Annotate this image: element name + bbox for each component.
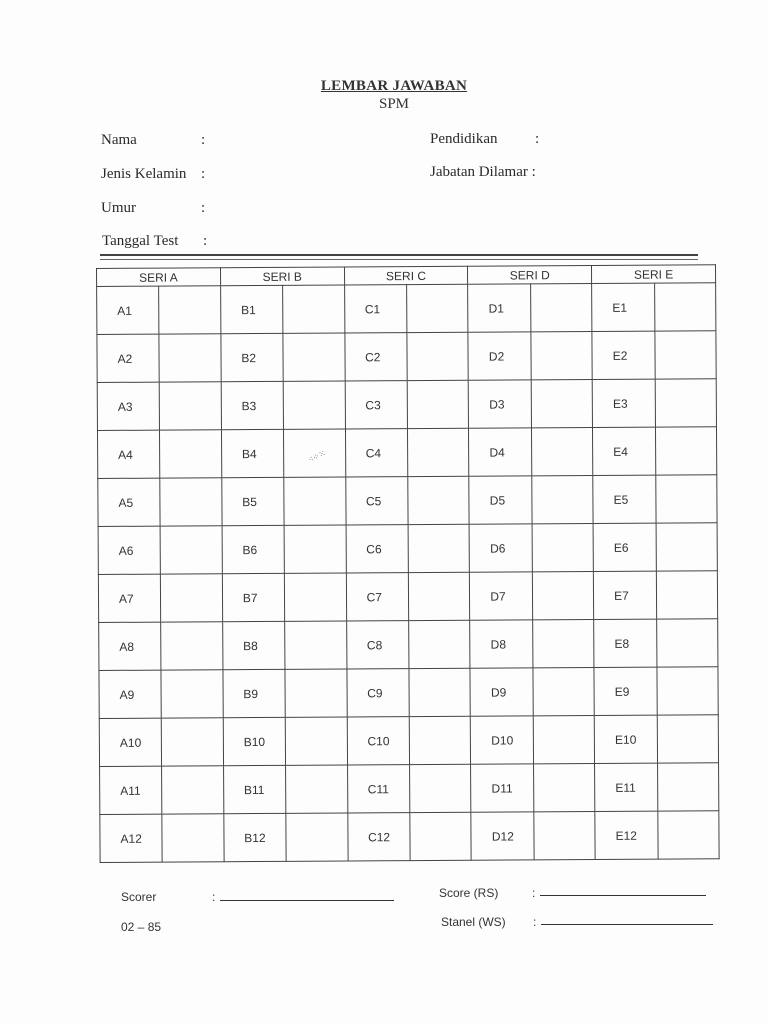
answer-box-e[interactable] (657, 715, 719, 763)
answer-box-a[interactable] (162, 814, 224, 862)
answer-box-c[interactable] (410, 812, 472, 860)
field-label-jabatan-dilamar: Jabatan Dilamar : (430, 164, 536, 180)
question-label-c: C6 (346, 525, 409, 573)
question-label-a: A8 (99, 622, 162, 670)
answer-box-b[interactable] (283, 333, 345, 381)
question-label-b: B10 (223, 717, 286, 765)
question-label-e: E7 (593, 571, 656, 619)
question-label-d: D1 (468, 284, 531, 332)
question-label-a: A6 (98, 526, 161, 574)
answer-row (100, 811, 719, 863)
answer-box-b[interactable] (286, 813, 348, 861)
question-label-e: E5 (593, 475, 656, 523)
question-label-e: E9 (594, 667, 657, 715)
question-label-a: A9 (99, 670, 162, 718)
answer-box-a[interactable] (161, 670, 223, 718)
answer-box-b[interactable] (285, 669, 347, 717)
question-label-b: B6 (222, 525, 285, 573)
answer-box-d[interactable] (533, 763, 595, 811)
answer-box-a[interactable] (162, 766, 224, 814)
question-label-b: B9 (223, 669, 286, 717)
answer-row (99, 667, 718, 719)
answer-row (99, 715, 718, 767)
series-header-a: SERI A (97, 268, 221, 287)
answer-box-c[interactable] (408, 476, 470, 524)
answer-box-c[interactable] (408, 572, 470, 620)
answer-box-b[interactable] (285, 621, 347, 669)
question-label-a: A11 (100, 766, 163, 814)
answer-box-b[interactable] (284, 477, 346, 525)
scorer-colon: : (212, 890, 216, 904)
question-label-e: E2 (592, 331, 655, 379)
series-header-d: SERI D (468, 265, 592, 284)
sheet-title: LEMBAR JAWABAN (320, 78, 468, 94)
question-label-e: E1 (592, 283, 655, 331)
question-label-b: B8 (222, 621, 285, 669)
answer-box-e[interactable] (656, 667, 718, 715)
answer-row (97, 283, 716, 335)
scorer-label: Scorer (121, 890, 157, 904)
question-label-c: C12 (347, 813, 410, 861)
answer-box-d[interactable] (531, 379, 593, 427)
answer-box-e[interactable] (654, 283, 716, 331)
field-colon-tanggal-test: : (203, 233, 208, 249)
sheet-subtitle: SPM (378, 96, 410, 112)
field-colon-umur: : (201, 200, 206, 216)
answer-box-a[interactable] (161, 574, 223, 622)
question-label-d: D7 (470, 572, 533, 620)
answer-row (97, 379, 716, 431)
answer-box-c[interactable] (409, 620, 471, 668)
question-label-b: B11 (223, 765, 286, 813)
question-label-a: A3 (97, 382, 160, 430)
question-label-e: E10 (594, 715, 657, 763)
answer-box-d[interactable] (531, 427, 593, 475)
pencil-scribble-mark: ⁖⁘⁙ (306, 448, 328, 465)
field-label-umur: Umur (101, 200, 136, 216)
question-label-c: C8 (346, 621, 409, 669)
question-label-d: D9 (470, 668, 533, 716)
answer-row (98, 523, 717, 575)
stanel-ws-line (541, 924, 713, 925)
series-header-b: SERI B (220, 267, 344, 286)
answer-row (100, 763, 719, 815)
question-label-d: D8 (470, 620, 533, 668)
answer-box-d[interactable] (533, 667, 595, 715)
answer-box-c[interactable] (407, 284, 469, 332)
question-label-c: C9 (347, 669, 410, 717)
answer-box-e[interactable] (654, 331, 716, 379)
question-label-b: B2 (221, 333, 284, 381)
answer-box-a[interactable] (159, 334, 221, 382)
answer-box-a[interactable] (159, 286, 221, 334)
answer-box-a[interactable] (160, 382, 222, 430)
stanel-ws-colon: : (533, 915, 537, 929)
answer-table (96, 264, 720, 863)
question-label-d: D2 (468, 332, 531, 380)
answer-box-a[interactable] (162, 718, 224, 766)
question-label-a: A5 (98, 478, 161, 526)
question-label-e: E4 (593, 427, 656, 475)
question-label-e: E8 (594, 619, 657, 667)
question-label-e: E11 (595, 763, 658, 811)
question-label-b: B4 (221, 429, 284, 477)
series-header-e: SERI E (592, 265, 716, 284)
question-label-b: B3 (221, 381, 284, 429)
field-colon-nama: : (201, 132, 206, 148)
answer-box-c[interactable] (408, 524, 470, 572)
question-label-a: A12 (100, 814, 163, 862)
answer-box-d[interactable] (533, 715, 595, 763)
question-label-e: E6 (593, 523, 656, 571)
answer-box-d[interactable] (531, 331, 593, 379)
answer-box-d[interactable] (532, 619, 594, 667)
question-label-c: C5 (345, 477, 408, 525)
answer-box-e[interactable] (656, 523, 718, 571)
question-label-b: B12 (224, 813, 287, 861)
answer-box-a[interactable] (160, 526, 222, 574)
answer-box-c[interactable] (409, 668, 471, 716)
answer-box-b[interactable] (286, 765, 348, 813)
answer-box-e[interactable] (656, 619, 718, 667)
question-label-d: D11 (471, 764, 534, 812)
answer-box-e[interactable] (657, 811, 719, 859)
answer-box-d[interactable] (532, 571, 594, 619)
answer-box-c[interactable] (409, 764, 471, 812)
answer-box-a[interactable] (161, 622, 223, 670)
answer-box-c[interactable] (407, 332, 469, 380)
field-colon-pendidikan: : (535, 131, 540, 147)
question-label-b: B5 (222, 477, 285, 525)
question-label-a: A2 (97, 334, 160, 382)
answer-row (97, 331, 716, 383)
answer-table-body (97, 283, 720, 863)
score-rs-label: Score (RS) (439, 886, 499, 900)
field-label-nama: Nama (101, 132, 137, 148)
answer-box-d[interactable] (532, 475, 594, 523)
answer-row (99, 619, 718, 671)
question-label-d: D4 (469, 428, 532, 476)
answer-box-b[interactable] (285, 717, 347, 765)
stanel-ws-label: Stanel (WS) (441, 915, 506, 929)
question-label-c: C3 (345, 381, 408, 429)
series-header-c: SERI C (344, 266, 468, 285)
header-divider (100, 254, 698, 256)
answer-box-d[interactable] (532, 523, 594, 571)
question-label-d: D12 (471, 812, 534, 860)
answer-box-e[interactable] (656, 571, 718, 619)
question-label-c: C4 (345, 429, 408, 477)
question-label-e: E12 (595, 811, 658, 859)
question-label-e: E3 (592, 379, 655, 427)
question-label-a: A7 (98, 574, 161, 622)
question-label-b: B1 (220, 285, 283, 333)
question-label-d: D5 (469, 476, 532, 524)
answer-box-d[interactable] (534, 811, 596, 859)
field-colon-jenis-kelamin: : (201, 166, 206, 182)
answer-row (98, 475, 717, 527)
field-label-pendidikan: Pendidikan (430, 131, 498, 147)
question-label-a: A4 (97, 430, 160, 478)
question-label-d: D6 (469, 524, 532, 572)
answer-grid (96, 264, 720, 868)
question-label-c: C2 (344, 333, 407, 381)
answer-box-b[interactable] (283, 285, 345, 333)
answer-box-a[interactable] (160, 430, 222, 478)
field-label-tanggal-test: Tanggal Test (102, 233, 179, 249)
answer-box-e[interactable] (657, 763, 719, 811)
question-label-b: B7 (222, 573, 285, 621)
question-label-d: D3 (469, 380, 532, 428)
question-label-a: A10 (99, 718, 162, 766)
answer-box-b[interactable] (285, 573, 347, 621)
question-label-d: D10 (471, 716, 534, 764)
question-label-a: A1 (97, 286, 160, 334)
answer-row (98, 571, 717, 623)
question-label-c: C11 (347, 765, 410, 813)
form-code: 02 – 85 (121, 920, 162, 934)
question-label-c: C10 (347, 717, 410, 765)
question-label-c: C7 (346, 573, 409, 621)
answer-box-c[interactable] (407, 380, 469, 428)
answer-box-b[interactable] (284, 525, 346, 573)
header-divider-thin (100, 259, 698, 260)
answer-box-e[interactable] (655, 475, 717, 523)
answer-box-c[interactable] (407, 428, 469, 476)
answer-box-e[interactable] (655, 427, 717, 475)
field-label-jenis-kelamin: Jenis Kelamin (101, 166, 187, 182)
score-rs-line (540, 895, 706, 896)
answer-box-b[interactable] (283, 381, 345, 429)
answer-box-e[interactable] (655, 379, 717, 427)
scorer-line (220, 900, 394, 901)
question-label-c: C1 (344, 285, 407, 333)
answer-box-a[interactable] (160, 478, 222, 526)
answer-row (97, 427, 716, 479)
score-rs-colon: : (532, 886, 536, 900)
answer-box-d[interactable] (530, 283, 592, 331)
answer-box-c[interactable] (409, 716, 471, 764)
